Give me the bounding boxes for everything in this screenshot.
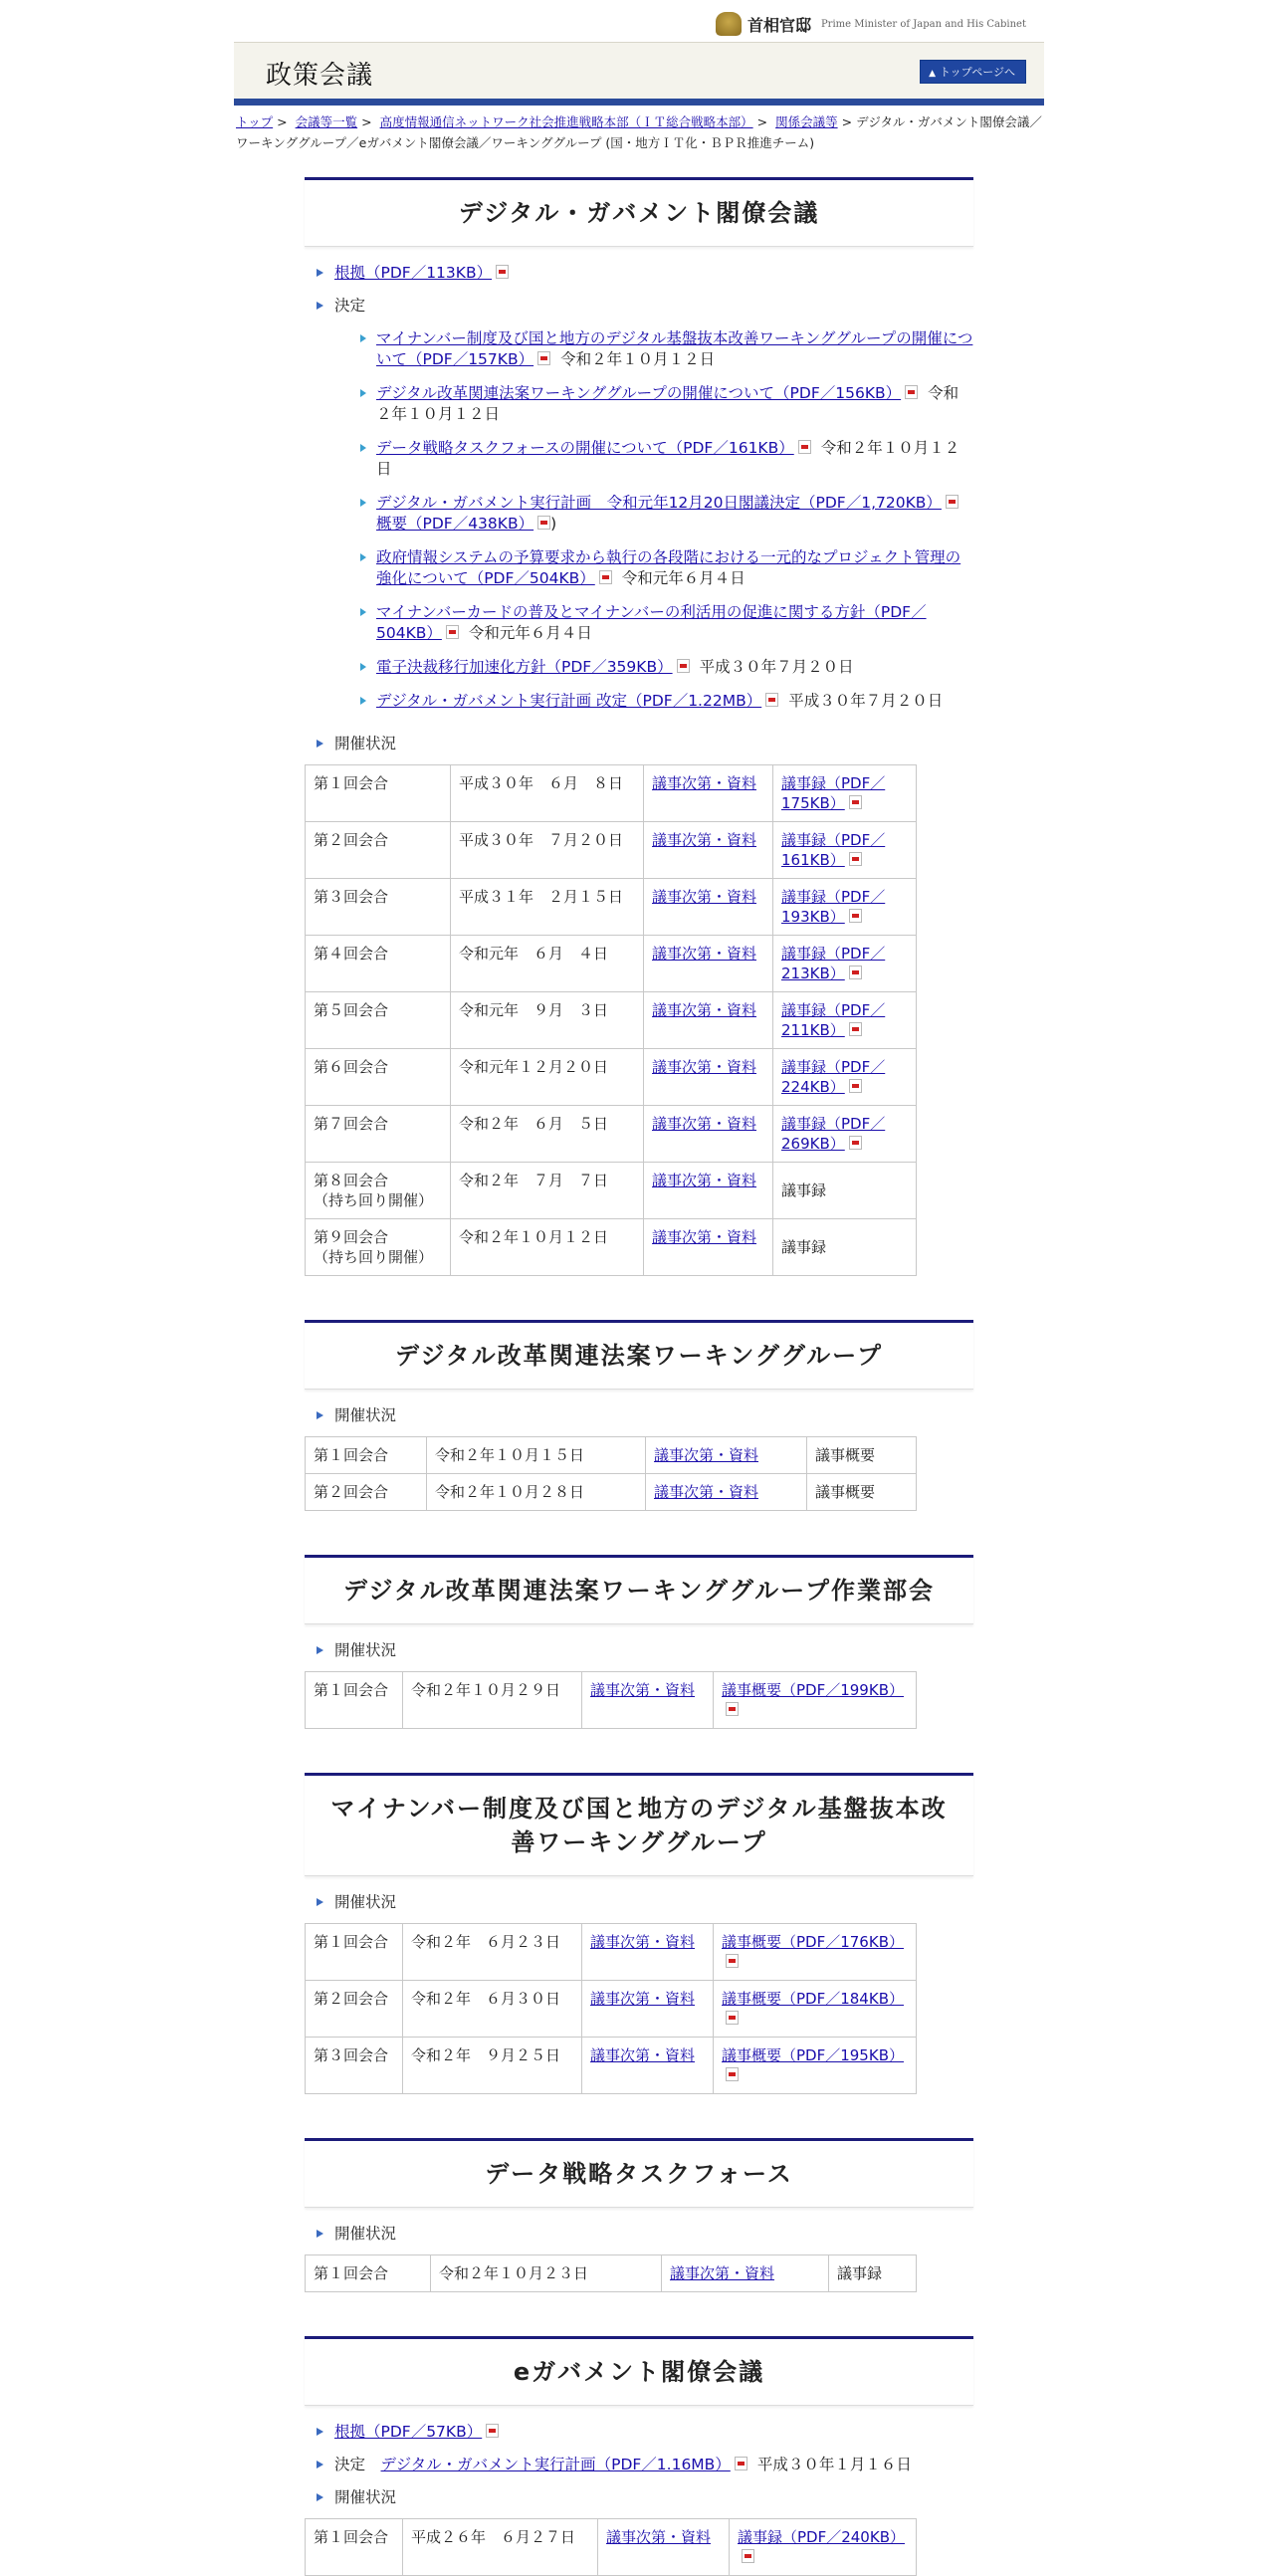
meeting-date: 平成２６年 ６月２７日 xyxy=(403,2519,598,2576)
breadcrumb-top[interactable]: トップ xyxy=(236,114,274,129)
section-title: データ戦略タスクフォース xyxy=(305,2138,973,2208)
meeting-date: 平成３０年 ７月２０日 xyxy=(451,822,644,879)
meeting-number: 第１回会合 xyxy=(306,1672,403,1729)
list-item xyxy=(314,1405,973,1511)
pdf-icon xyxy=(735,2457,747,2470)
pdf-icon xyxy=(849,909,862,923)
meeting-number: 第１回会合 xyxy=(306,2519,403,2576)
pdf-icon xyxy=(537,516,550,530)
decision-date: 平成３０年７月２０日 xyxy=(699,658,854,676)
meeting-date: 令和元年 ９月 ３日 xyxy=(451,992,644,1049)
meeting-number-cell xyxy=(306,765,451,822)
meeting-number: 第２回会合 xyxy=(306,1981,403,2038)
meeting-number-cell xyxy=(306,1049,451,1106)
decision-date: 平成３０年７月２０日 xyxy=(788,692,944,710)
table-row xyxy=(306,992,917,1049)
meeting-table xyxy=(305,2518,917,2576)
pdf-icon xyxy=(726,2011,739,2025)
decision-date: 令和２年１０月１２日 xyxy=(376,439,960,478)
agenda-link[interactable]: 議事次第・資料 xyxy=(590,1681,696,1699)
agenda-link[interactable]: 議事次第・資料 xyxy=(590,1933,696,1951)
top-page-label: トップページへ xyxy=(939,66,1015,79)
meeting-number: 第１回会合 xyxy=(314,774,389,792)
decision-date: 平成３０年１月１６日 xyxy=(756,2456,912,2473)
section-egov-ministers xyxy=(305,2336,973,2576)
decision-date: 令和元年６月４日 xyxy=(468,624,592,642)
pdf-icon xyxy=(742,2549,754,2563)
table-row xyxy=(306,1474,917,1511)
decision-item xyxy=(376,602,973,644)
decision-link[interactable]: デジタル・ガバメント実行計画 改定（PDF／1.22MB） xyxy=(376,692,762,710)
meeting-table xyxy=(305,1436,917,1511)
section-title: マイナンバー制度及び国と地方のデジタル基盤抜本改善ワーキンググループ xyxy=(305,1773,973,1876)
list-item xyxy=(314,1892,973,2094)
agenda-link[interactable]: 議事次第・資料 xyxy=(606,2528,712,2546)
agenda-link[interactable]: 議事次第・資料 xyxy=(590,2046,696,2064)
pdf-icon xyxy=(496,265,509,279)
pdf-icon xyxy=(726,1702,739,1716)
agenda-link[interactable]: 議事次第・資料 xyxy=(652,1115,757,1133)
meeting-number: 第１回会合 xyxy=(306,1924,403,1981)
kantei-logo[interactable] xyxy=(716,12,1026,36)
meeting-date: 令和２年１０月２８日 xyxy=(427,1474,646,1511)
table-row xyxy=(306,1981,917,2038)
table-row xyxy=(306,2038,917,2094)
pdf-icon xyxy=(537,351,550,365)
agenda-link[interactable]: 議事次第・資料 xyxy=(652,1228,757,1246)
meeting-number-cell xyxy=(306,936,451,992)
minutes-link[interactable]: 議事録（PDF／175KB） xyxy=(781,774,886,812)
agenda-link[interactable]: 議事次第・資料 xyxy=(652,1172,757,1189)
minutes-link[interactable]: 議事録（PDF／269KB） xyxy=(781,1115,886,1153)
pdf-icon xyxy=(486,2424,499,2438)
decision-item xyxy=(376,547,973,589)
decision-link[interactable]: マイナンバーカードの普及とマイナンバーの利活用の促進に関する方針（PDF／504KB） xyxy=(376,603,927,642)
meeting-date: 令和２年 ７月 ７日 xyxy=(451,1163,644,1219)
breadcrumb-it-hq[interactable]: 高度情報通信ネットワーク社会推進戦略本部（ＩＴ総合戦略本部） xyxy=(379,114,753,129)
table-row xyxy=(306,1219,917,1276)
decision-item xyxy=(376,438,973,480)
breadcrumb-related[interactable]: 関係会議等 xyxy=(775,114,838,129)
pdf-icon xyxy=(798,440,811,454)
decision-date: 令和元年６月４日 xyxy=(621,569,746,587)
list-item xyxy=(334,263,973,284)
meeting-date: 令和２年１０月２３日 xyxy=(431,2255,662,2292)
pdf-icon xyxy=(446,625,459,639)
decision-date: 令和２年１０月１２日 xyxy=(376,384,959,423)
minutes-link[interactable]: 議事概要（PDF／184KB） xyxy=(722,1990,904,2008)
agenda-link[interactable]: 議事次第・資料 xyxy=(652,831,757,849)
decision-link[interactable]: マイナンバー制度及び国と地方のデジタル基盤抜本改善ワーキンググループの開催について（PDF／157KB） xyxy=(376,329,973,368)
meeting-table xyxy=(305,1671,917,1729)
pdf-icon xyxy=(849,1079,862,1093)
table-row xyxy=(306,1106,917,1163)
meeting-date: 令和２年１０月１５日 xyxy=(427,1437,646,1474)
meeting-number: 第３回会合 xyxy=(306,2038,403,2094)
meeting-number-cell xyxy=(306,879,451,936)
table-row xyxy=(306,765,917,822)
logo-text-jp: 首相官邸 xyxy=(746,15,811,35)
section-reform-bills-wg xyxy=(305,1320,973,1511)
decision-link[interactable]: 政府情報システムの予算要求から執行の各段階における一元的なプロジェクト管理の強化について（PDF／504KB） xyxy=(376,548,961,587)
page xyxy=(234,0,1044,2576)
list-item xyxy=(314,2487,973,2576)
summary-link[interactable]: 概要（PDF／438KB） xyxy=(376,515,534,533)
meeting-number: 第５回会合 xyxy=(314,1001,389,1019)
minutes-text: 議事概要 xyxy=(807,1437,917,1474)
meeting-number: 第１回会合 xyxy=(306,1437,427,1474)
pdf-icon xyxy=(726,1954,739,1968)
meeting-date: 令和２年１０月２９日 xyxy=(403,1672,582,1729)
meeting-number: 第６回会合 xyxy=(314,1058,389,1076)
minutes-text: 議事録 xyxy=(773,1163,917,1219)
meeting-table xyxy=(305,1923,917,2094)
list-item xyxy=(334,2422,973,2443)
meeting-note: （持ち回り開催） xyxy=(314,1248,434,1266)
page-header xyxy=(234,42,1044,106)
meeting-number: 第２回会合 xyxy=(314,831,389,849)
decision-date: 令和２年１０月１２日 xyxy=(560,350,716,368)
table-row xyxy=(306,936,917,992)
agenda-link[interactable]: 議事次第・資料 xyxy=(652,1058,757,1076)
decision-item xyxy=(376,691,973,712)
decision-label: 決定 xyxy=(334,297,366,315)
list-item xyxy=(314,2224,973,2292)
pdf-icon xyxy=(677,659,690,673)
decision-item xyxy=(376,328,973,370)
agenda-link[interactable]: 議事次第・資料 xyxy=(652,1001,757,1019)
pdf-icon xyxy=(905,385,918,399)
meeting-number-cell xyxy=(306,822,451,879)
decision-link[interactable]: デジタル改革関連法案ワーキンググループの開催について（PDF／156KB） xyxy=(376,384,902,402)
table-row xyxy=(306,1437,917,1474)
section-title: デジタル・ガバメント閣僚会議 xyxy=(305,177,973,247)
minutes-link[interactable]: 議事概要（PDF／199KB） xyxy=(722,1681,904,1699)
decision-label: 決定 xyxy=(334,2456,366,2473)
meeting-number-cell xyxy=(306,1106,451,1163)
minutes-link[interactable]: 議事録（PDF／211KB） xyxy=(781,1001,886,1039)
agenda-link[interactable]: 議事次第・資料 xyxy=(654,1446,759,1464)
section-title: eガバメント閣僚会議 xyxy=(305,2336,973,2406)
meeting-number: 第２回会合 xyxy=(306,1474,427,1511)
basis-link[interactable]: 根拠（PDF／113KB） xyxy=(334,264,493,282)
minutes-link[interactable]: 議事録（PDF／193KB） xyxy=(781,888,886,926)
table-row xyxy=(306,2255,917,2292)
breadcrumb-current: デジタル・ガバメント閣僚会議／ワーキンググループ／eガバメント閣僚会議／ワーキンググループ (国・地方ＩＴ化・ＢＰＲ推進チーム) xyxy=(236,114,1042,150)
agenda-link[interactable]: 議事次第・資料 xyxy=(670,2264,775,2282)
pdf-icon xyxy=(599,570,612,584)
section-digital-gov-ministers xyxy=(305,177,973,1276)
meeting-date: 令和２年 ６月 ５日 xyxy=(451,1106,644,1163)
paulownia-crest-icon xyxy=(716,12,742,36)
table-row xyxy=(306,822,917,879)
list-item xyxy=(334,2455,973,2475)
pdf-icon xyxy=(849,1022,862,1036)
status-label: 開催状況 xyxy=(334,1406,397,1424)
decision-link[interactable]: デジタル・ガバメント実行計画（PDF／1.16MB） xyxy=(380,2456,731,2473)
agenda-link[interactable]: 議事次第・資料 xyxy=(652,888,757,906)
list-item xyxy=(314,1640,973,1729)
status-label: 開催状況 xyxy=(334,735,397,752)
top-page-button[interactable] xyxy=(920,60,1026,84)
meeting-table xyxy=(305,764,917,1276)
meeting-date: 令和元年 ６月 ４日 xyxy=(451,936,644,992)
basis-link[interactable]: 根拠（PDF／57KB） xyxy=(334,2423,483,2441)
status-label: 開催状況 xyxy=(334,2488,397,2506)
section-title: デジタル改革関連法案ワーキンググループ作業部会 xyxy=(305,1555,973,1624)
logo-text-en: Prime Minister of Japan and His Cabinet xyxy=(820,18,1026,30)
pdf-icon xyxy=(849,966,862,979)
meeting-number: 第４回会合 xyxy=(314,945,389,963)
section-mynumber-wg xyxy=(305,1773,973,2094)
status-label: 開催状況 xyxy=(334,2225,397,2243)
pdf-icon xyxy=(765,693,778,707)
meeting-number: 第９回会合 xyxy=(314,1228,389,1246)
pdf-icon xyxy=(849,795,862,809)
decision-link[interactable]: デジタル・ガバメント実行計画 令和元年12月20日閣議決定（PDF／1,720KB） xyxy=(376,494,942,512)
table-row xyxy=(306,1672,917,1729)
meeting-date: 平成３０年 ６月 ８日 xyxy=(451,765,644,822)
table-row xyxy=(306,1049,917,1106)
decision-item xyxy=(376,657,973,678)
triangle-up-icon: ▲ xyxy=(929,69,936,79)
meeting-number: 第７回会合 xyxy=(314,1115,389,1133)
minutes-link[interactable]: 議事録（PDF／161KB） xyxy=(781,831,886,869)
decision-item xyxy=(376,493,973,535)
decision-link[interactable]: 電子決裁移行加速化方針（PDF／359KB） xyxy=(376,658,673,676)
minutes-link[interactable]: 議事録（PDF／224KB） xyxy=(781,1058,886,1096)
breadcrumb-meetings[interactable]: 会議等一覧 xyxy=(295,114,358,129)
meeting-date: 令和２年 ６月３０日 xyxy=(403,1981,582,2038)
section-data-strategy-tf xyxy=(305,2138,973,2292)
status-label: 開催状況 xyxy=(334,1893,397,1911)
minutes-link[interactable]: 議事録（PDF／240KB） xyxy=(738,2528,905,2546)
top-bar xyxy=(234,0,1044,42)
minutes-link[interactable]: 議事概要（PDF／176KB） xyxy=(722,1933,904,1951)
meeting-date: 令和２年 ９月２５日 xyxy=(403,2038,582,2094)
pdf-icon xyxy=(849,1136,862,1150)
status-label: 開催状況 xyxy=(334,1641,397,1659)
minutes-link[interactable]: 議事録（PDF／213KB） xyxy=(781,945,886,982)
meeting-number-cell xyxy=(306,1163,451,1219)
meeting-note: （持ち回り開催） xyxy=(314,1191,434,1209)
meeting-date: 平成３１年 ２月１５日 xyxy=(451,879,644,936)
meeting-number: 第１回会合 xyxy=(306,2255,431,2292)
agenda-link[interactable]: 議事次第・資料 xyxy=(654,1483,759,1501)
pdf-icon xyxy=(726,2067,739,2081)
table-row xyxy=(306,1163,917,1219)
section-reform-bills-wg-subgroup xyxy=(305,1555,973,1729)
list-item xyxy=(334,296,973,712)
agenda-link[interactable]: 議事次第・資料 xyxy=(652,945,757,963)
table-row xyxy=(306,879,917,936)
meeting-number-cell xyxy=(306,1219,451,1276)
decision-item xyxy=(376,383,973,425)
list-item xyxy=(314,734,973,1276)
meeting-number: 第３回会合 xyxy=(314,888,389,906)
meeting-number-cell xyxy=(306,992,451,1049)
minutes-text: 議事録 xyxy=(829,2255,917,2292)
decision-link[interactable]: データ戦略タスクフォースの開催について（PDF／161KB） xyxy=(376,439,794,457)
section-title: デジタル改革関連法案ワーキンググループ xyxy=(305,1320,973,1390)
minutes-link[interactable]: 議事概要（PDF／195KB） xyxy=(722,2046,904,2064)
agenda-link[interactable]: 議事次第・資料 xyxy=(652,774,757,792)
meeting-date: 令和２年１０月１２日 xyxy=(451,1219,644,1276)
meeting-date: 令和元年１２月２０日 xyxy=(451,1049,644,1106)
agenda-link[interactable]: 議事次第・資料 xyxy=(590,1990,696,2008)
pdf-icon xyxy=(849,852,862,866)
pdf-icon xyxy=(946,495,958,509)
table-row xyxy=(306,1924,917,1981)
meeting-date: 令和２年 ６月２３日 xyxy=(403,1924,582,1981)
meeting-table xyxy=(305,2254,917,2292)
breadcrumb: トップ > 会議等一覧 > 高度情報通信ネットワーク社会推進戦略本部（ＩＴ総合戦略本部） > 関係会議等 > デジタル・ガバメント閣僚会議／ワーキンググループ／eガバメント閣僚会議／ワーキンググループ (国・地方ＩＴ化・ＢＰＲ推進チーム) xyxy=(236,114,1042,150)
meeting-number: 第８回会合 xyxy=(314,1172,389,1189)
minutes-text: 議事概要 xyxy=(807,1474,917,1511)
table-row xyxy=(306,2519,917,2576)
page-title: 政策会議 xyxy=(266,61,374,91)
main-content xyxy=(305,177,973,2576)
close-paren: ) xyxy=(550,515,557,533)
minutes-text: 議事録 xyxy=(773,1219,917,1276)
